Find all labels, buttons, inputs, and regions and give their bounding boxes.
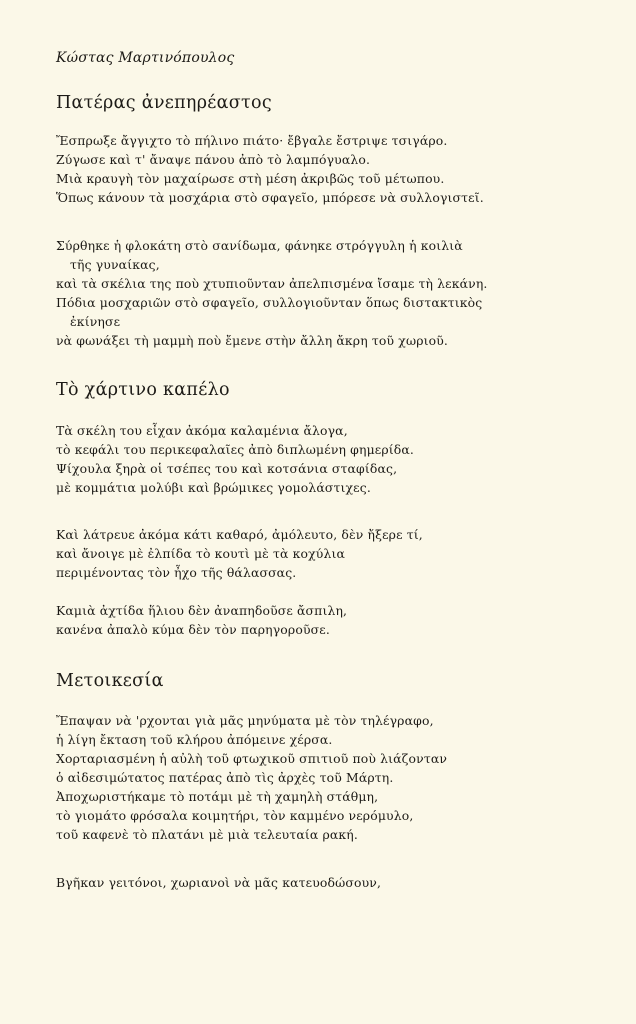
verse-line: τὸ γιομάτο φρόσαλα κοιμητήρι, τὸν καμμένο νερόμυλο,	[56, 808, 414, 823]
verse-line: Βγῆκαν γειτόνοι, χωριανοὶ νὰ μᾶς κατευοδώσουν,	[56, 875, 382, 890]
verse-line: Καὶ λάτρευε ἀκόμα κάτι καθαρό, ἀμόλευτο, δὲν ἤξερε τί,	[56, 527, 423, 542]
verse-line-continuation: ἐκίνησε	[70, 314, 121, 329]
poem-title-pateras: Πατέρας ἀνεπηρέαστος	[56, 93, 272, 113]
verse-line: Καμιὰ ἀχτίδα ἥλιου δὲν ἀναπηδοῦσε ἄσπιλη,	[56, 603, 348, 618]
verse-line: μὲ κομμάτια μολύβι καὶ βρώμικες γομολάστιχες.	[56, 480, 371, 495]
verse-line: τοῦ καφενὲ τὸ πλατάνι μὲ μιὰ τελευταία ρακή.	[56, 827, 358, 842]
stanza	[56, 525, 616, 582]
verse-line: Χορταριασμένη ἡ αὐλὴ τοῦ φτωχικοῦ σπιτιοῦ ποὺ λιάζονταν	[56, 751, 448, 766]
verse-line: Ἀποχωριστήκαμε τὸ ποτάμι μὲ τὴ χαμηλὴ στάθμη,	[56, 789, 379, 804]
verse-line: Τὰ σκέλη του εἶχαν ἀκόμα καλαμένια ἄλογα,	[56, 423, 348, 438]
stanza	[56, 601, 616, 639]
stanza	[56, 711, 616, 844]
verse-line: Ἔσπρωξε ἄγγιχτο τὸ πήλινο πιάτο· ἔβγαλε ἔστριψε τσιγάρο.	[56, 133, 448, 148]
verse-line: Ὅπως κάνουν τὰ μοσχάρια στὸ σφαγεῖο, μπόρεσε νὰ συλλογιστεῖ.	[56, 190, 484, 205]
verse-line: κανένα ἀπαλὸ κύμα δὲν τὸν παρηγοροῦσε.	[56, 622, 330, 637]
stanza	[56, 236, 616, 350]
verse-line-continuation: τῆς γυναίκας,	[70, 257, 160, 272]
verse-line: Σύρθηκε ἡ φλοκάτη στὸ σανίδωμα, φάνηκε στρόγγυλη ἡ κοιλιὰ	[56, 238, 463, 253]
stanza	[56, 873, 616, 892]
verse-line: Μιὰ κραυγὴ τὸν μαχαίρωσε στὴ μέση ἀκριβῶς τοῦ μέτωπου.	[56, 171, 445, 186]
verse-line: καὶ ἄνοιγε μὲ ἐλπίδα τὸ κουτὶ μὲ τὰ κοχύλια	[56, 546, 346, 561]
verse-line: καὶ τὰ σκέλια της ποὺ χτυπιοῦνταν ἀπελπισμένα ἴσαμε τὴ λεκάνη.	[56, 276, 488, 291]
verse-line: περιμένοντας τὸν ἦχο τῆς θάλασσας.	[56, 565, 297, 580]
stanza	[56, 131, 616, 207]
verse-line: τὸ κεφάλι του περικεφαλαῖες ἀπὸ διπλωμένη φημερίδα.	[56, 442, 415, 457]
poem-title-metoikesia: Μετοικεσία	[56, 671, 164, 691]
verse-line: ὁ αἰδεσιμώτατος πατέρας ἀπὸ τὶς ἀρχὲς τοῦ Μάρτη.	[56, 770, 394, 785]
verse-line: Ψίχουλα ξηρὰ οἱ τσέπες του καὶ κοτσάνια σταφίδας,	[56, 461, 398, 476]
stanza	[56, 421, 616, 497]
verse-line: νὰ φωνάξει τὴ μαμμὴ ποὺ ἔμενε στὴν ἄλλη ἄκρη τοῦ χωριοῦ.	[56, 333, 449, 348]
verse-line: Ἔπαψαν νὰ 'ρχονται γιὰ μᾶς μηνύματα μὲ τὸν τηλέγραφο,	[56, 713, 434, 728]
verse-line: Ζύγωσε καὶ τ' ἄναψε πάνου ἀπὸ τὸ λαμπόγυαλο.	[56, 152, 371, 167]
verse-line: ἡ λίγη ἔκταση τοῦ κλήρου ἀπόμεινε χέρσα.	[56, 732, 333, 747]
author-name: Κώστας Μαρτινόπουλος	[56, 50, 235, 66]
poem-title-chartino-kapelo: Τὸ χάρτινο καπέλο	[56, 380, 230, 400]
verse-line: Πόδια μοσχαριῶν στὸ σφαγεῖο, συλλογιοῦνταν ὅπως διστακτικὸς	[56, 295, 483, 310]
